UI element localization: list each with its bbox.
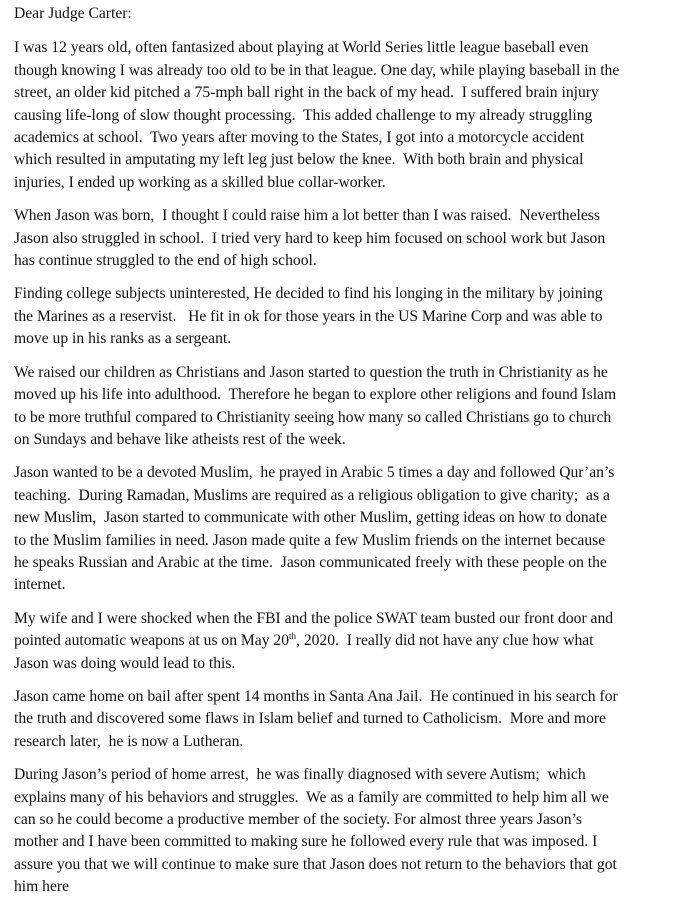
text-line: to be more truthful compared to Christianity seeing how many so called Christians go to church [14,408,612,426]
text-line: Finding college subjects uninterested, He decided to find his longing in the military by joining [14,285,603,303]
text-line: Jason also struggled in school. I tried very hard to keep him focused on school work but Jason [14,229,606,247]
paragraph-childhood [14,37,682,194]
text-line: he speaks Russian and Arabic at the time. Jason communicated freely with these people on the [14,553,607,571]
text-line: which resulted in amputating my left leg just below the knee. With both brain and physical [14,151,584,169]
paragraph-religion [14,362,682,452]
ordinal-superscript: th [289,630,297,641]
text-line: move up in his ranks as a sergeant. [14,330,232,348]
paragraph-autism [14,764,682,898]
text-line: him here [14,878,69,896]
text-line: new Muslim, Jason started to communicate with other Muslim, getting ideas on how to donate [14,509,607,527]
paragraph-bail [14,686,682,753]
text-line: We raised our children as Christians and Jason started to question the truth in Christianity as he [14,363,608,381]
text-line: Jason wanted to be a devoted Muslim, he prayed in Arabic 5 times a day and followed Qur’an’s [14,464,615,482]
text-line: injuries, I ended up working as a skilled blue collar-worker. [14,173,386,191]
paragraph-fbi-raid [14,608,682,675]
text-line: explains many of his behaviors and struggles. We as a family are committed to help him all we [14,788,609,806]
text-line: teaching. During Ramadan, Muslims are required as a religious obligation to give charity; as a [14,486,610,504]
text-line: Jason was doing would lead to this. [14,654,236,672]
text-segment: , 2020. I really did not have any clue how what [296,632,594,650]
text-line: street, an older kid pitched a 75-mph ball right in the back of my head. I suffered brain injury [14,84,599,102]
text-line: When Jason was born, I thought I could raise him a lot better than I was raised. Nevertheless [14,207,600,225]
text-line: mother and I have been committed to making sure he followed every rule that was imposed. I [14,833,598,851]
text-line: has continue struggled to the end of high school. [14,252,317,270]
text-line: academics at school. Two years after moving to the States, I got into a motorcycle accident [14,129,585,147]
text-line: the Marines as a reservist. He fit in ok for those years in the US Marine Corp and was able to [14,307,603,325]
paragraph-marines [14,283,682,350]
text-line: research later, he is now a Lutheran. [14,732,244,750]
text-line: assure you that we will continue to make sure that Jason does not return to the behaviors that got [14,855,617,873]
paragraph-muslim [14,462,682,596]
text-line: though knowing I was already too old to be in that league. One day, while playing baseball in the [14,61,620,79]
text-line: My wife and I were shocked when the FBI and the police SWAT team busted our front door and [14,609,614,627]
text-segment: pointed automatic weapons at us on May 20 [14,632,289,650]
text-line-date [14,630,682,652]
salutation: Dear Judge Carter: [14,5,132,22]
text-line: During Jason’s period of home arrest, he was finally diagnosed with severe Autism; which [14,766,586,784]
paragraph-jason-born [14,205,682,272]
text-line: internet. [14,576,66,594]
text-line: Jason came home on bail after spent 14 months in Santa Ana Jail. He continued in his search for [14,687,618,705]
letter-page [14,3,682,910]
text-line: causing life-long of slow thought processing. This added challenge to my already struggling [14,106,593,124]
text-line: on Sundays and behave like atheists rest of the week. [14,430,346,448]
text-line: I was 12 years old, often fantasized about playing at World Series little league baseball even [14,39,589,57]
text-line: moved up his life into adulthood. Therefore he began to explore other religions and found Islam [14,386,617,404]
text-line: the truth and discovered some flaws in Islam belief and turned to Catholicism. More and more [14,710,606,728]
text-line: can so he could become a productive member of the society. For almost three years Jason’s [14,811,582,828]
text-line: to the Muslim families in need. Jason made quite a few Muslim friends on the internet because [14,531,606,549]
